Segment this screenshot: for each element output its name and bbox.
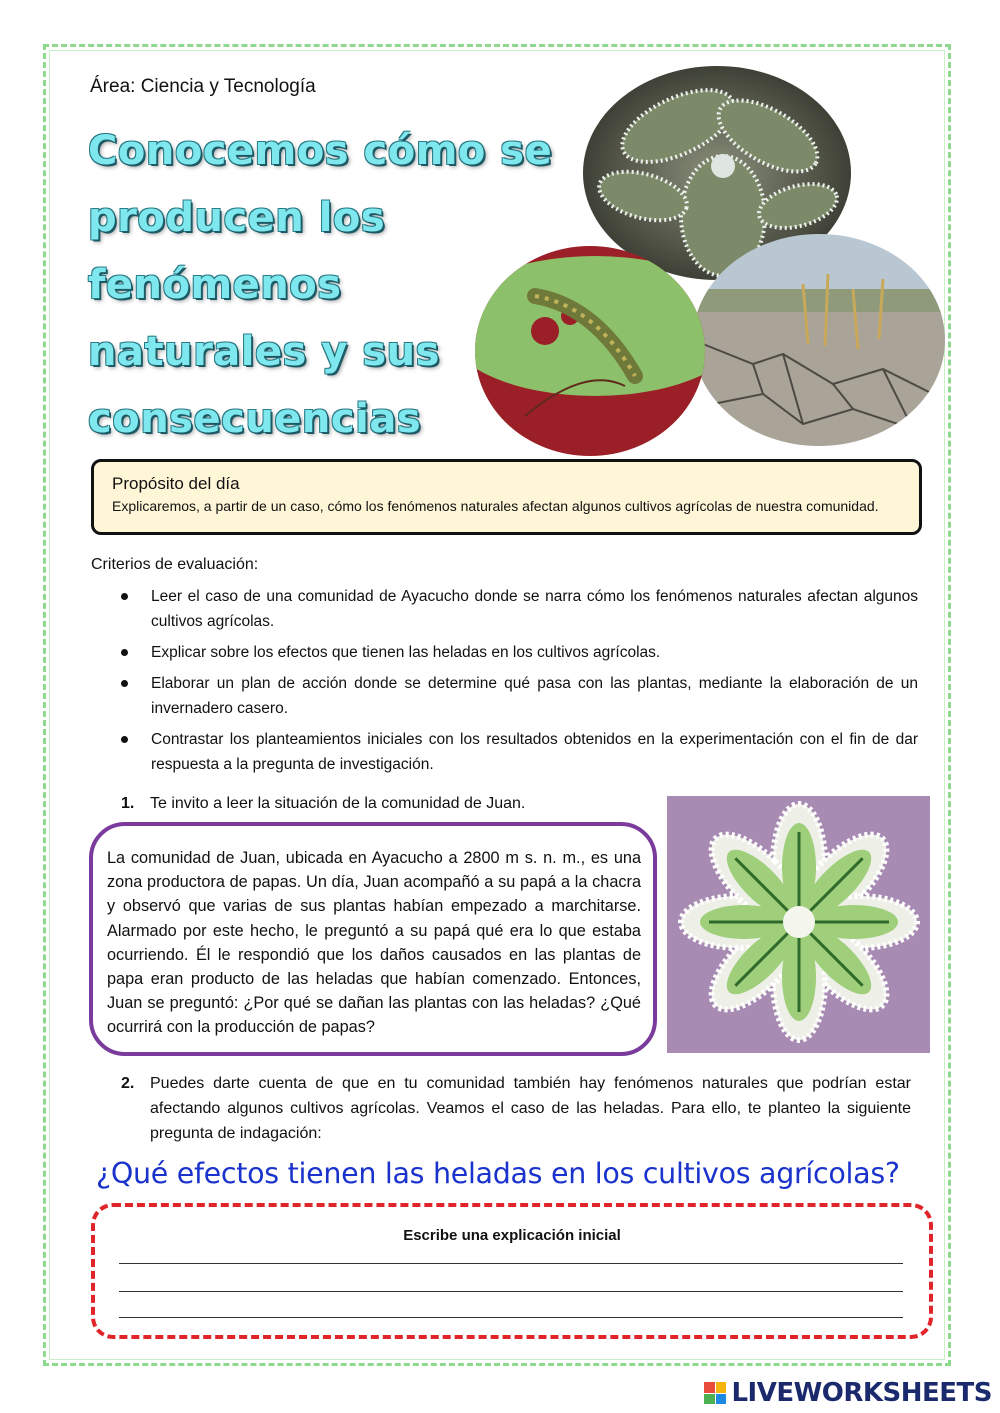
inquiry-question: ¿Qué efectos tienen las heladas en los cultivos agrícolas? <box>96 1157 900 1190</box>
step-1 <box>121 795 525 813</box>
brand-name: LIVEWORKSHEETS <box>731 1378 992 1408</box>
purpose-text: Explicaremos, a partir de un caso, cómo los fenómenos naturales afectan algunos cultivos agrícolas de nuestra comunidad. <box>112 498 879 514</box>
criteria-item: Elaborar un plan de acción donde se determine qué pasa con las plantas, mediante la elaboración de un invernadero casero. <box>118 671 918 721</box>
criteria-item: Leer el caso de una comunidad de Ayacucho donde se narra cómo los fenómenos naturales afectan algunos cultivos agrícolas. <box>118 584 918 634</box>
step-number: 2. <box>121 1075 135 1092</box>
criteria-item: Explicar sobre los efectos que tienen las heladas en los cultivos agrícolas. <box>118 640 918 665</box>
brand-icon <box>704 1382 726 1404</box>
answer-box <box>91 1203 933 1339</box>
worksheet-title: Conocemos cómo se producen los fenómenos naturales y sus consecuencias <box>88 128 553 442</box>
step-text: Te invito a leer la situación de la comunidad de Juan. <box>150 795 526 812</box>
step-number: 1. <box>121 795 135 812</box>
purpose-heading: Propósito del día <box>112 474 240 493</box>
purpose-box <box>91 459 922 535</box>
frost-damaged-plant-illustration <box>667 796 930 1053</box>
story-box: La comunidad de Juan, ubicada en Ayacucho a 2800 m s. n. m., es una zona productora de papas. Un día, Juan acompañó a su papá a la chacra y observó que varias de sus plantas habían empezado a marchitarse. Alarmado por este hecho, le preguntó a su papá qué era lo que estaba ocurriendo. Él le respondió que los daños causados en las plantas de papa eran producto de las heladas que habían comenzado. Entonces, Juan se preguntó: ¿Por qué se dañan las plantas con las heladas? ¿Qué ocurrirá con la producción de papas? <box>89 822 657 1056</box>
answer-line[interactable] <box>119 1263 903 1264</box>
criteria-item: Contrastar los planteamientos iniciales con los resultados obtenidos en la experimentación con el fin de dar respuesta a la pregunta de investigación. <box>118 727 918 777</box>
answer-heading: Escribe una explicación inicial <box>403 1227 621 1244</box>
brand-logo <box>704 1378 992 1408</box>
drought-field-photo <box>693 234 945 446</box>
answer-line[interactable] <box>119 1317 903 1318</box>
subject-area: Área: Ciencia y Tecnología <box>90 76 316 97</box>
criteria-list <box>118 584 918 783</box>
step-2 <box>121 1071 911 1146</box>
step-text: Puedes darte cuenta de que en tu comunidad también hay fenómenos naturales que podrían estar afectando algunos cultivos agrícolas. Veamos el caso de las heladas. Para ello, te planteo la siguiente pregunta de indagación: <box>150 1075 911 1142</box>
caterpillar-photo <box>475 246 705 456</box>
criteria-heading: Criterios de evaluación: <box>91 556 259 573</box>
answer-line[interactable] <box>119 1291 903 1292</box>
